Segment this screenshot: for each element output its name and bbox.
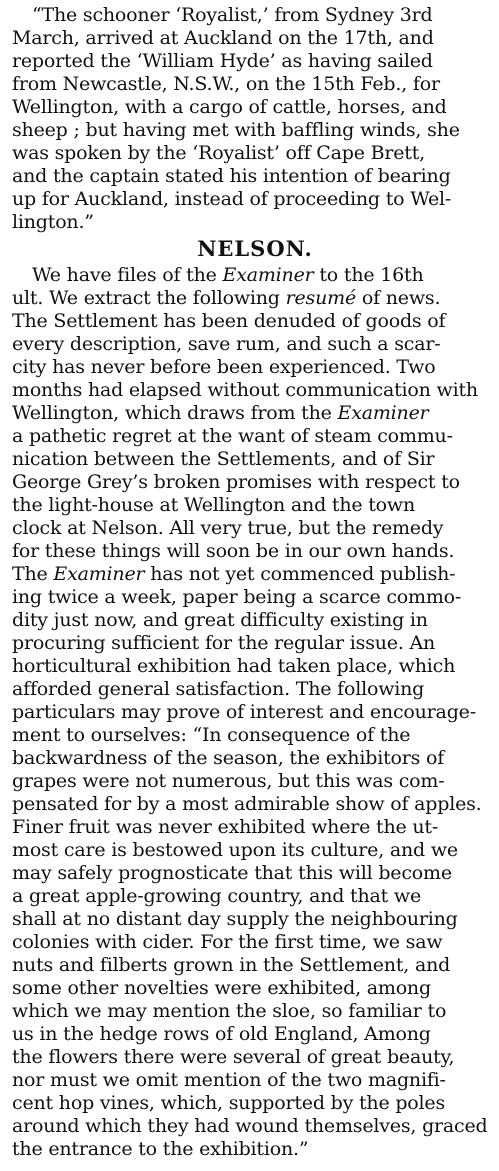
- text-line: the light-house at Wellington and the town: [12, 494, 416, 516]
- text-line: ult. We extract the following resumé of news.: [12, 287, 441, 309]
- text-line: us in the hedge rows of old England, Among: [12, 1023, 431, 1045]
- text-line: dity just now, and great difficulty existing in: [12, 609, 428, 631]
- text-line: the flowers there were several of great beauty,: [12, 1046, 455, 1068]
- text-line: a pathetic regret at the want of steam commu-: [12, 425, 453, 447]
- text-line: March, arrived at Auckland on the 17th, and: [12, 27, 434, 49]
- nelson-news-paragraph: [12, 264, 498, 1161]
- newspaper-column: [12, 4, 498, 1161]
- text-line: lington.”: [12, 211, 94, 233]
- quoted-shipping-report: [12, 4, 498, 234]
- text-line: ing twice a week, paper being a scarce commo-: [12, 586, 462, 608]
- text-line: for these things will soon be in our own hands.: [12, 540, 455, 562]
- text-line: nor must we omit mention of the two magnifi-: [12, 1069, 446, 1091]
- text-line: grapes were not numerous, but this was com-: [12, 770, 445, 792]
- text-line: sheep ; but having met with baffling winds, she: [12, 119, 460, 141]
- text-line: nication between the Settlements, and of Sir: [12, 448, 435, 470]
- text-line: a great apple-growing country, and that we: [12, 885, 422, 907]
- text-line: up for Auckland, instead of proceeding to Wel-: [12, 188, 452, 210]
- text-line: horticultural exhibition had taken place, which: [12, 655, 456, 677]
- text-line: “The schooner ‘Royalist,’ from Sydney 3rd: [32, 4, 433, 26]
- text-line: cent hop vines, which, supported by the poles: [12, 1092, 446, 1114]
- text-line: pensated for by a most admirable show of apples.: [12, 793, 482, 815]
- text-line: backwardness of the season, the exhibitors of: [12, 747, 445, 769]
- text-line: The Examiner has not yet commenced publish-: [12, 563, 456, 585]
- text-line: ment to ourselves: “In consequence of the: [12, 724, 411, 746]
- text-line: from Newcastle, N.S.W., on the 15th Feb., for: [12, 73, 440, 95]
- text-line: afforded general satisfaction. The following: [12, 678, 425, 700]
- text-line: reported the ‘William Hyde’ as having sailed: [12, 50, 433, 72]
- section-heading-nelson: NELSON.: [197, 236, 313, 261]
- text-line: the entrance to the exhibition.”: [12, 1138, 309, 1160]
- text-line: nuts and filberts grown in the Settlement, and: [12, 954, 451, 976]
- text-line: around which they had wound themselves, graced: [12, 1115, 488, 1137]
- text-line: The Settlement has been denuded of goods of: [12, 310, 446, 332]
- text-line: colonies with cider. For the first time, we saw: [12, 931, 443, 953]
- text-line: Wellington, with a cargo of cattle, horses, and: [12, 96, 447, 118]
- text-line: procuring sufficient for the regular issue. An: [12, 632, 436, 654]
- text-line: We have files of the Examiner to the 16th: [32, 264, 424, 286]
- text-line: some other novelties were exhibited, among: [12, 977, 431, 999]
- text-line: most care is bestowed upon its culture, and we: [12, 839, 458, 861]
- text-line: every description, save rum, and such a scar-: [12, 333, 441, 355]
- text-line: clock at Nelson. All very true, but the remedy: [12, 517, 444, 539]
- text-line: George Grey’s broken promises with respect to: [12, 471, 460, 493]
- text-line: Wellington, which draws from the Examiner: [12, 402, 429, 424]
- text-line: months had elapsed without communication with: [12, 379, 478, 401]
- text-line: shall at no distant day supply the neighbouring: [12, 908, 458, 930]
- text-line: Finer fruit was never exhibited where the ut-: [12, 816, 439, 838]
- text-line: may safely prognosticate that this will become: [12, 862, 452, 884]
- text-line: was spoken by the ‘Royalist’ off Cape Brett,: [12, 142, 425, 164]
- text-line: city has never before been experienced. Two: [12, 356, 436, 378]
- text-line: particulars may prove of interest and encourage-: [12, 701, 476, 723]
- text-line: which we may mention the sloe, so familiar to: [12, 1000, 447, 1022]
- text-line: and the captain stated his intention of bearing: [12, 165, 451, 187]
